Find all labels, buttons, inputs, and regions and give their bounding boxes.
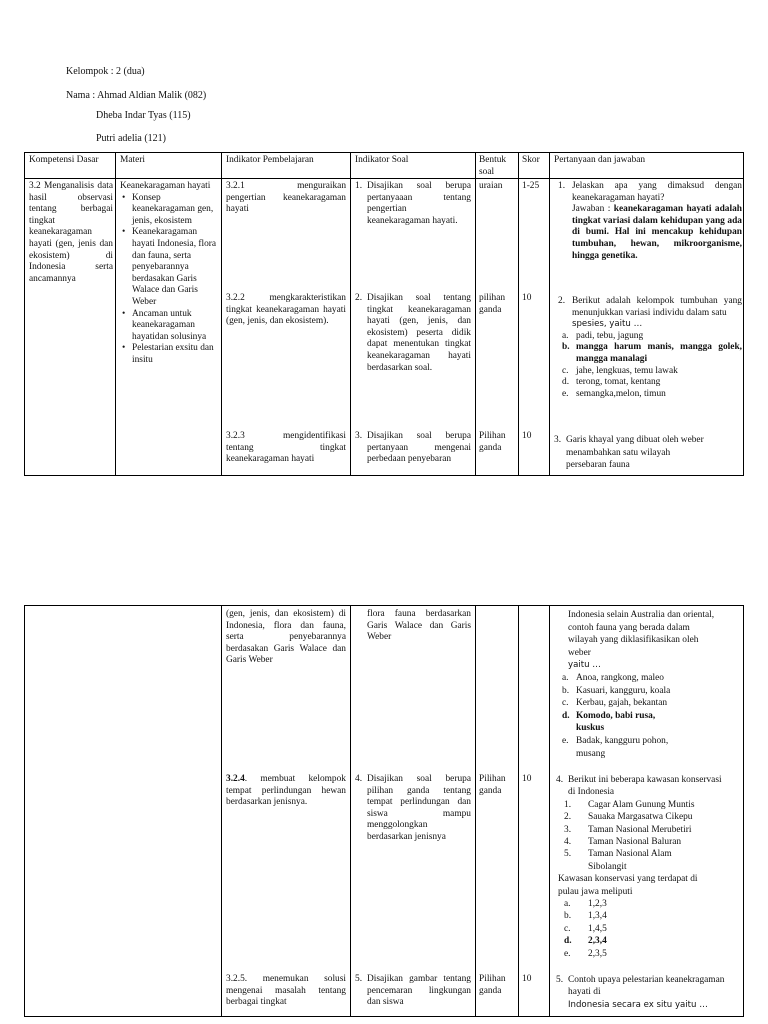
materi-bullet: • Konsep keanekaragaman gen, jenis, ekosistem — [120, 193, 218, 228]
option-key: b. — [564, 911, 572, 922]
option-text: Kasuari, kangguru, koala — [576, 685, 671, 696]
skor-3: 10 — [522, 431, 532, 441]
option-text: 2,3,5 — [588, 948, 607, 959]
skor-1: 1-25 — [522, 181, 540, 191]
materi-bullet: • Ancaman untuk keanekaragaman hayatidan solusinya — [120, 309, 218, 344]
member-putri: Putri adelia (121) — [96, 133, 166, 144]
header-materi: Materi — [120, 155, 145, 165]
option-key: d. — [562, 710, 570, 721]
bentuk-soal-2: pilihan ganda — [479, 293, 506, 315]
option-text: Anoa, rangkong, maleo — [576, 672, 664, 683]
materi-bullet: • Keanekaragaman hayati Indonesia, flora dan fauna, serta penyebarannya berdasakan Garis Walace dan Garis Weber — [120, 227, 218, 308]
option-text: mangga harum manis, mangga golek, mangga manalagi — [576, 342, 742, 364]
is-text: Disajikan soal berupa pilihan ganda tentang tempat perlindungan dan siswa mampu menggolongkan berdasarkan jenisnya — [367, 774, 471, 842]
skor-4: 10 — [522, 774, 532, 784]
nama-text: Nama : Ahmad Aldian Malik (082) — [66, 90, 207, 101]
materi-title: Keanekaragaman hayati — [120, 181, 211, 191]
is-text: Disajikan soal tentang tingkat keanekaragaman hayati (gen, jenis, dan ekosistem) peserta didik dapat menentukan tingkat keanekaragaman hayati berdasarkan soal. — [367, 293, 471, 373]
header-indikator-soal: Indikator Soal — [355, 155, 409, 165]
number: 2. — [558, 296, 566, 306]
indikator-pembelajaran-3-cont: (gen, jenis, dan ekosistem) di Indonesia, flora dan fauna, serta penyebarannya berdasakan Garis Walace dan Garis Weber — [226, 609, 346, 666]
jawaban — [554, 204, 742, 262]
kompetensi-dasar-text: 3.2 Menganalisis data hasil observasi tentang berbagai tingkat keanekaragaman hayati (gen, jenis dan ekosistem) di Indonesia serta ancamannya — [29, 181, 113, 284]
list-text: Taman Nasional Baluran — [588, 837, 682, 848]
option-key: c. — [564, 923, 571, 934]
indikator-soal-3 — [355, 431, 471, 466]
table-page-2 — [24, 605, 744, 1017]
option-key: b. — [562, 342, 570, 353]
q-tail: Indonesia secara ex situ yaitu … — [568, 999, 708, 1010]
list-number: 1. — [564, 799, 572, 810]
indikator-pembelajaran-5: 3.2.5. menemukan solusi mengenai masalah tentang berbagai tingkat — [226, 974, 346, 1008]
indikator-soal-3-cont: flora fauna berdasarkan Garis Walace dan Garis Weber — [367, 609, 471, 643]
bentuk-soal-5: Pilihan ganda — [479, 974, 506, 996]
list-text: Taman Nasional Merubetiri — [588, 824, 692, 835]
ip-text: . membuat kelompok tempat perlindungan hewan berdasarkan jenisnya. — [226, 774, 346, 808]
bentuk-soal-3: Pilihan ganda — [479, 431, 506, 453]
option-key: c. — [562, 365, 569, 376]
list-number: 3. — [564, 824, 572, 835]
is-text: Disajikan soal berupa pertanyaaan tentang pengertian keanekaragaman hayati. — [367, 181, 471, 226]
option-key: e. — [562, 735, 569, 746]
q-text: Garis khayal yang dibuat oleh weber menambahkan satu wilayah persebaran fauna — [566, 435, 704, 471]
number: 2. — [355, 293, 363, 303]
number: 5. — [556, 975, 564, 985]
list-text: Taman Nasional Alam Sibolangit — [588, 849, 672, 872]
option-text: padi, tebu, jagung — [576, 330, 644, 341]
option-text: jahe, lengkuas, temu lawak — [576, 365, 678, 376]
materi-cell — [120, 181, 218, 367]
indikator-pembelajaran-2: 3.2.2 mengkarakteristikan tingkat keanekaragaman hayati (gen, jenis, dan ekosistem). — [226, 293, 346, 327]
ip-code: 3.2.1 — [226, 181, 245, 191]
number: 3. — [355, 431, 363, 441]
is-text: Disajikan gambar tentang pencemaran lingkungan dan siswa — [367, 974, 471, 1008]
q2-text: Kawasan konservasi yang terdapat di pulau jawa meliputi — [558, 874, 698, 897]
skor-5: 10 — [522, 974, 532, 984]
number: 1. — [355, 181, 363, 191]
header-indikator-pembelajaran: Indikator Pembelajaran — [226, 155, 314, 165]
indikator-soal-1 — [355, 181, 471, 227]
indikator-pembelajaran-4 — [226, 774, 346, 809]
option-text: 1,4,5 — [588, 923, 607, 934]
q-text: Indonesia selain Australia dan oriental, contoh fauna yang berada dalam wilayah yang diklasifikasikan oleh weber — [568, 610, 715, 658]
jawaban-label: Jawaban : — [572, 204, 611, 215]
option-key: d. — [562, 377, 570, 388]
pertanyaan-3-cont — [554, 609, 742, 760]
pertanyaan-4 — [554, 774, 742, 960]
list-number: 4. — [564, 837, 572, 848]
option-key: a. — [562, 672, 569, 683]
pertanyaan-2 — [554, 296, 742, 400]
header-pertanyaan-jawaban: Pertanyaan dan jawaban — [554, 155, 646, 165]
q-tail: yaitu … — [568, 660, 601, 671]
list-text: Cagar Alam Gunung Muntis — [588, 799, 695, 810]
list-text: Sauaka Margasatwa Cikepu — [588, 812, 693, 823]
ip-code: 3.2.3 — [226, 431, 245, 441]
option-text: 2,3,4 — [588, 936, 607, 947]
option-text: Komodo, babi rusa, kuskus — [576, 710, 656, 734]
q-tail: spesies, yaitu … — [572, 319, 643, 330]
bentuk-soal-4: Pilihan ganda — [479, 774, 506, 796]
number: 1. — [558, 181, 566, 191]
ip-text: mengidentifikasi tentang tingkat keanekaragaman hayati — [226, 431, 347, 465]
option-key: a. — [562, 330, 569, 341]
header-bentuk-soal: Bentuk soal — [479, 155, 507, 177]
header-kompetensi-dasar: Kompetensi Dasar — [29, 155, 99, 165]
kelompok-text: Kelompok : 2 (dua) — [66, 66, 145, 77]
indikator-soal-4 — [355, 774, 471, 844]
skor-2: 10 — [522, 293, 532, 303]
option-key: e. — [562, 388, 569, 399]
q-text: Jelaskan apa yang dimaksud dengan keanekaragaman hayati? — [572, 181, 742, 203]
number: 4. — [556, 775, 564, 785]
pertanyaan-5 — [554, 974, 742, 1011]
list-number: 2. — [564, 812, 572, 823]
table-page-1 — [24, 152, 744, 476]
indikator-soal-2 — [355, 293, 471, 374]
option-text: semangka,melon, timun — [576, 388, 666, 399]
q-text: Berikut adalah kelompok tumbuhan yang menunjukkan variasi individu dalam satu — [572, 296, 742, 318]
header-skor: Skor — [522, 155, 540, 165]
indikator-pembelajaran-1 — [226, 181, 346, 216]
pertanyaan-3 — [554, 434, 704, 472]
number: 5. — [355, 974, 363, 984]
option-text: terong, tomat, kentang — [576, 377, 661, 388]
option-key: d. — [564, 936, 572, 947]
option-key: c. — [562, 698, 569, 709]
indikator-pembelajaran-3 — [226, 431, 346, 466]
bentuk-soal-1: uraian — [479, 181, 503, 191]
ip-text: menguraikan pengertian keanekaragaman hayati — [226, 181, 347, 215]
number: 4. — [355, 774, 363, 784]
q-text: Contoh upaya pelestarian keanekragaman hayati di — [568, 975, 725, 998]
materi-bullet: • Pelestarian exsitu dan insitu — [120, 343, 218, 366]
list-number: 5. — [564, 849, 572, 860]
number: 3. — [554, 435, 562, 445]
option-text: 1,3,4 — [588, 911, 607, 922]
option-key: e. — [564, 948, 571, 959]
option-text: Badak, kangguru pohon, musang — [576, 735, 669, 759]
option-key: a. — [564, 899, 571, 910]
is-text: Disajikan soal berupa pertanyaan mengenai perbedaan penyebaran — [367, 431, 471, 465]
ip-code: 3.2.4 — [226, 774, 245, 784]
option-text: Kerbau, gajah, bekantan — [576, 698, 668, 709]
member-dheba: Dheba Indar Tyas (115) — [96, 110, 191, 121]
option-key: b. — [562, 685, 570, 696]
jawaban-text: keanekaragaman hayati adalah tingkat variasi dalam kehidupan yang ada di bumi. Hal ini mencakup kehidupan tumbuhan, hewan, mikroorganisme, hingga genetika. — [572, 204, 743, 261]
indikator-soal-5 — [355, 974, 471, 1009]
option-text: 1,2,3 — [588, 899, 607, 910]
q-text: Berikut ini beberapa kawasan konservasi di Indonesia — [568, 775, 722, 798]
pertanyaan-1 — [554, 181, 742, 262]
